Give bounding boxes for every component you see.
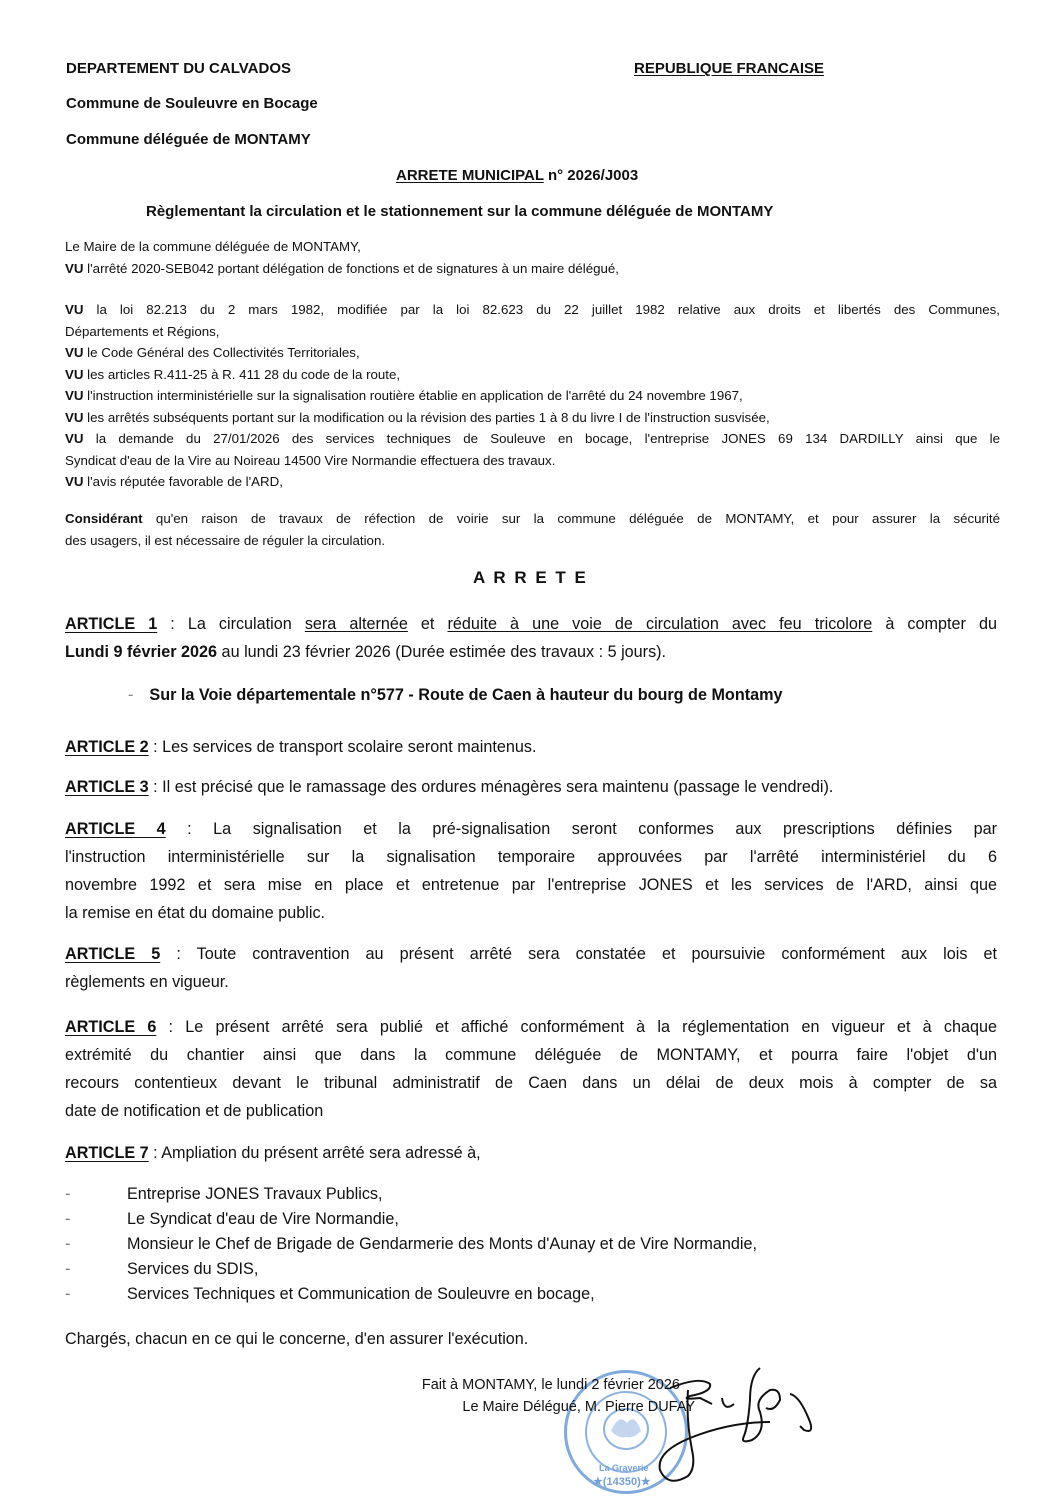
article-label: ARTICLE 2 (65, 738, 149, 756)
preamble-intro: Le Maire de la commune déléguée de MONTAMY, (65, 239, 361, 254)
arrete-title (396, 167, 638, 184)
arrete-number: n° 2026/J003 (543, 167, 639, 184)
article-3: ARTICLE 3 : Il est précisé que le ramassage des ordures ménagères sera maintenu (passage le vendredi). (65, 778, 834, 796)
article-label: ARTICLE 3 (65, 778, 149, 796)
start-date: Lundi 9 février 2026 (65, 643, 218, 661)
article-1: ARTICLE 1 : La circulation sera alternée et réduite à une voie de circulation avec feu tricolore à compter du Lundi 9 février 2026 au lundi 23 février 2026 (Durée estimée des travaux : 5 jours). (65, 615, 997, 661)
arrete-subtitle: Règlementant la circulation et le stationnement sur la commune déléguée de MONTAMY (146, 203, 774, 220)
article-label: ARTICLE 4 (65, 820, 166, 838)
closing-statement: Chargés, chacun en ce qui le concerne, d'en assurer l'exécution. (65, 1330, 529, 1348)
article-label: ARTICLE 1 (65, 615, 158, 633)
article-2: ARTICLE 2 : Les services de transport scolaire seront maintenus. (65, 738, 537, 756)
commune-name: Commune de Souleuvre en Bocage (66, 95, 318, 112)
recipient-item: - Entreprise JONES Travaux Publics, (65, 1185, 383, 1203)
article-label: ARTICLE 6 (65, 1018, 157, 1036)
considerant-label: Considérant (65, 511, 143, 526)
article-label: ARTICLE 7 (65, 1144, 149, 1162)
vu-item: VU la demande du 27/01/2026 des services techniques de Souleuve en bocage, l'entreprise JONES 69 134 DARDILLY ainsi que le (65, 431, 1000, 446)
vu-item: VU l'arrêté 2020-SEB042 portant délégation de fonctions et de signatures à un maire délégué, (65, 260, 619, 276)
signer-name: Le Maire Délégué, M. Pierre DUFAY (462, 1399, 695, 1415)
vu-item: VU le Code Général des Collectivités Territoriales, (65, 345, 360, 360)
signature-place-date: Fait à MONTAMY, le lundi 2 février 2026 (421, 1377, 680, 1393)
handwritten-signature-icon (640, 1360, 840, 1490)
article-4: ARTICLE 4 : La signalisation et la pré-signalisation seront conformes aux prescriptions définies par l'instruction interministérielle sur la signalisation temporaire approuvées par l'arrêté interministériel du 6 novembre 1992 et sera mise en place et entretenue par l'entreprise JONES et les services de l'ARD, ainsi que la remise en état du domaine public. (65, 820, 997, 922)
vu-item: VU l'avis réputée favorable de l'ARD, (65, 474, 283, 489)
vu-item: VU l'instruction interministérielle sur la signalisation routière établie en application de l'arrêté du 24 novembre 1967, (65, 388, 743, 403)
considerant: Considérant qu'en raison de travaux de réfection de voirie sur la commune déléguée de MONTAMY, et pour assurer la sécurité des usagers, il est nécessaire de réguler la circulation. (65, 511, 1000, 548)
recipient-item: - Services Techniques et Communication de Souleuvre en bocage, (65, 1285, 595, 1303)
vu-item: VU la loi 82.213 du 2 mars 1982, modifiée par la loi 82.623 du 22 juillet 1982 relative aux droits et libertés des Communes, (65, 302, 1000, 317)
republic-heading: REPUBLIQUE FRANCAISE (634, 60, 825, 77)
department-name: DEPARTEMENT DU CALVADOS (66, 60, 291, 77)
official-stamp: La Graverie ★(14350)★ (564, 1370, 688, 1494)
commune-deleguee-name: Commune déléguée de MONTAMY (66, 131, 311, 148)
recipient-item: - Monsieur le Chef de Brigade de Gendarmerie des Monts d'Aunay et de Vire Normandie, (65, 1235, 757, 1253)
arrete-label: ARRETE MUNICIPAL (396, 167, 544, 184)
article-label: ARTICLE 5 (65, 945, 161, 963)
arrete-heading: A R R E T E (473, 568, 588, 587)
recipient-item: - Services du SDIS, (65, 1260, 259, 1278)
preamble-vu-list (65, 299, 1000, 493)
article-5: ARTICLE 5 : Toute contravention au présent arrêté sera constatée et poursuivie conformément aux lois et règlements en vigueur. (65, 945, 997, 991)
vu-item-continuation: Syndicat d'eau de la Vire au Noireau 14500 Vire Normandie effectuera des travaux. (65, 452, 556, 468)
article-6: ARTICLE 6 : Le présent arrêté sera publié et affiché conformément à la réglementation en vigueur et à chaque extrémité du chantier ainsi que dans la commune déléguée de MONTAMY, et pourra faire l'objet d'un recours contentieux devant le tribunal administratif de Caen dans un délai de deux mois à compter de sa date de notification et de publication (65, 1018, 997, 1120)
article-1-location: - Sur la Voie départementale n°577 - Route de Caen à hauteur du bourg de Montamy (128, 686, 783, 704)
vu-item: VU les articles R.411-25 à R. 411 28 du code de la route, (65, 366, 401, 382)
vu-item-continuation: Départements et Régions, (65, 323, 220, 339)
article-7: ARTICLE 7 : Ampliation du présent arrêté sera adressé à, (65, 1144, 481, 1162)
preamble-top (65, 236, 1000, 279)
vu-item: VU les arrêtés subséquents portant sur la modification ou la révision des parties 1 à 8 du livre I de l'instruction susvisée, (65, 409, 770, 425)
recipient-item: - Le Syndicat d'eau de Vire Normandie, (65, 1210, 399, 1228)
